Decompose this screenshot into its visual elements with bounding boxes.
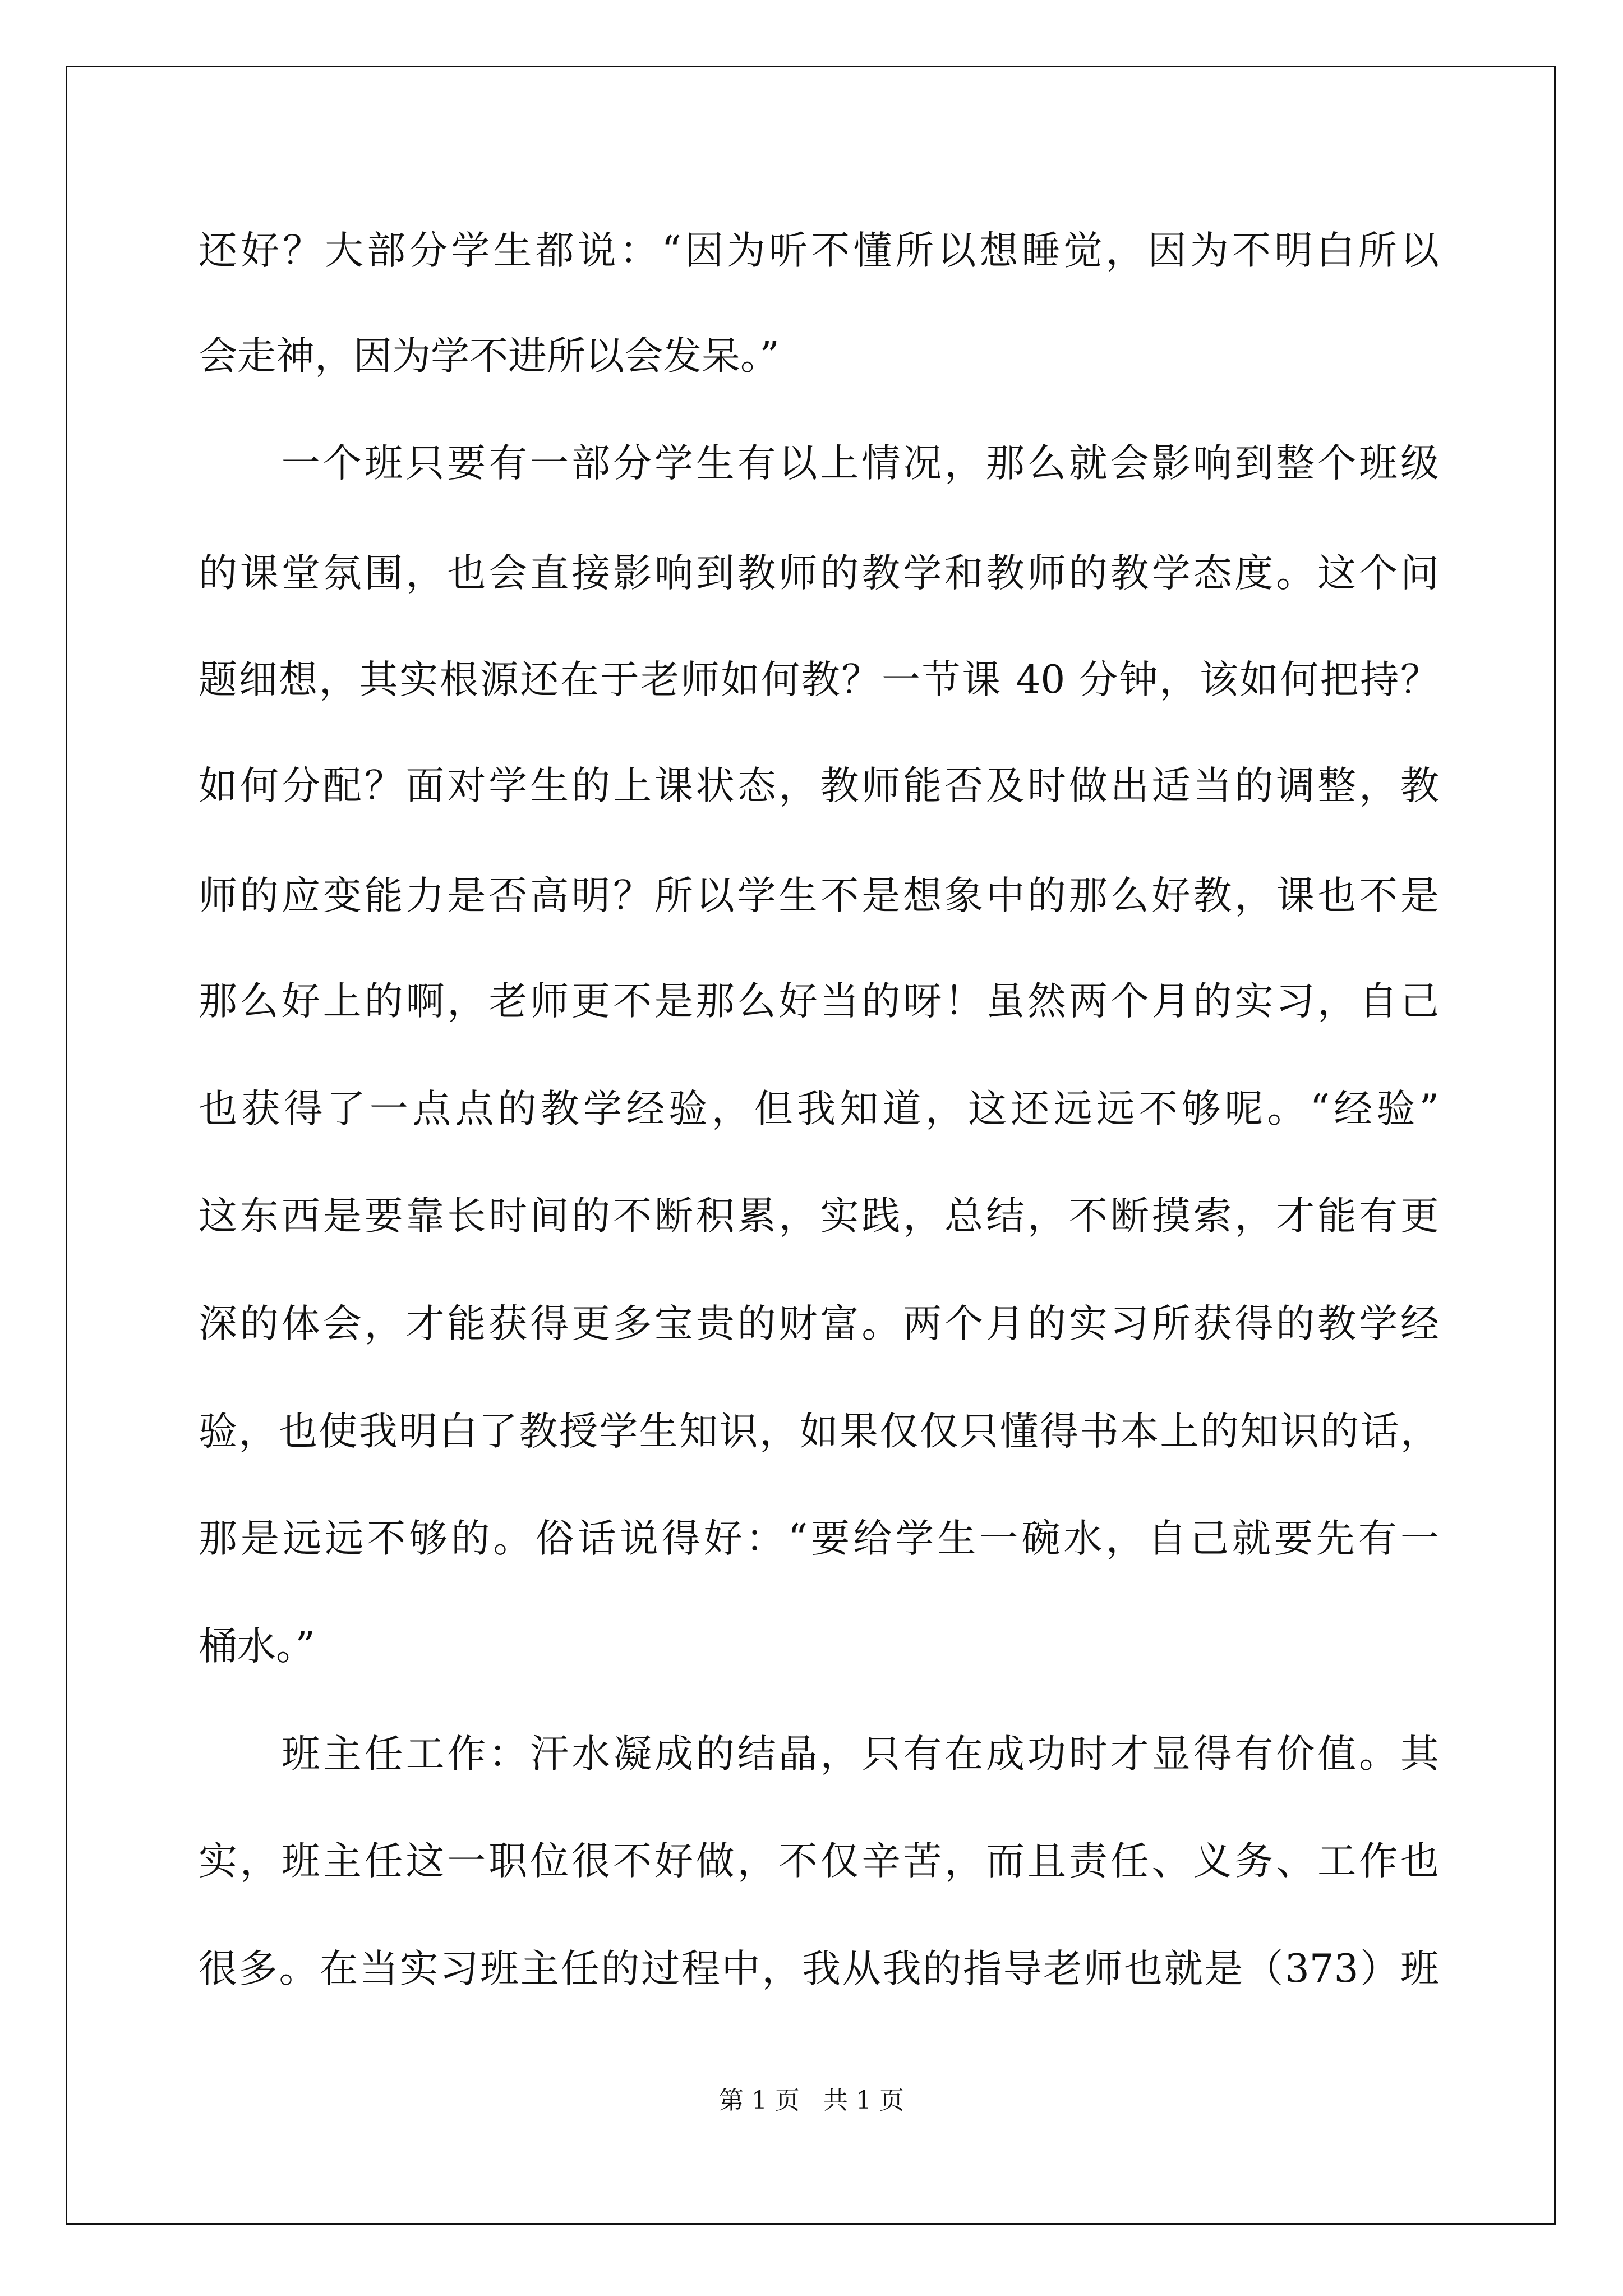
text-line: 一个班只要有一部分学生有以上情况，那么就会影响到整个班级: [199, 441, 1439, 486]
text-line: 班主任工作：汗水凝成的结晶，只有在成功时才显得有价值。其: [199, 1732, 1439, 1777]
text-line: 很多。在当实习班主任的过程中，我从我的指导老师也就是（373）班: [199, 1947, 1439, 1991]
page-total: 共 1 页: [823, 2086, 904, 2115]
text-line: 桶水。”: [199, 1624, 315, 1669]
text-line: 还好？大部分学生都说：“因为听不懂所以想睡觉，因为不明白所以: [199, 228, 1439, 273]
text-line: 那么好上的啊，老师更不是那么好当的呀！虽然两个月的实习，自己: [199, 979, 1439, 1024]
text-line: 深的体会，才能获得更多宝贵的财富。两个月的实习所获得的教学经: [199, 1301, 1439, 1346]
text-line: 这东西是要靠长时间的不断积累，实践，总结，不断摸索，才能有更: [199, 1194, 1439, 1239]
text-line: 也获得了一点点的教学经验，但我知道，这还远远不够呢。“经验”: [199, 1087, 1439, 1131]
text-line: 会走神，因为学不进所以会发呆。”: [199, 334, 780, 379]
text-line: 如何分配？面对学生的上课状态，教师能否及时做出适当的调整，教: [199, 763, 1439, 808]
page-footer: [0, 2081, 1623, 2120]
text-line: 那是远远不够的。俗话说得好：“要给学生一碗水，自己就要先有一: [199, 1516, 1439, 1561]
text-line: 题细想，其实根源还在于老师如何教？一节课 40 分钟，该如何把持？: [199, 657, 1439, 702]
text-line: 验，也使我明白了教授学生知识，如果仅仅只懂得书本上的知识的话，: [199, 1409, 1439, 1454]
text-line: 实，班主任这一职位很不好做，不仅辛苦，而且责任、义务、工作也: [199, 1839, 1439, 1884]
text-line: 的课堂氛围，也会直接影响到教师的教学和教师的教学态度。这个问: [199, 551, 1439, 596]
text-line: 师的应变能力是否高明？所以学生不是想象中的那么好教，课也不是: [199, 873, 1439, 918]
page-number: 第 1 页: [719, 2086, 800, 2115]
